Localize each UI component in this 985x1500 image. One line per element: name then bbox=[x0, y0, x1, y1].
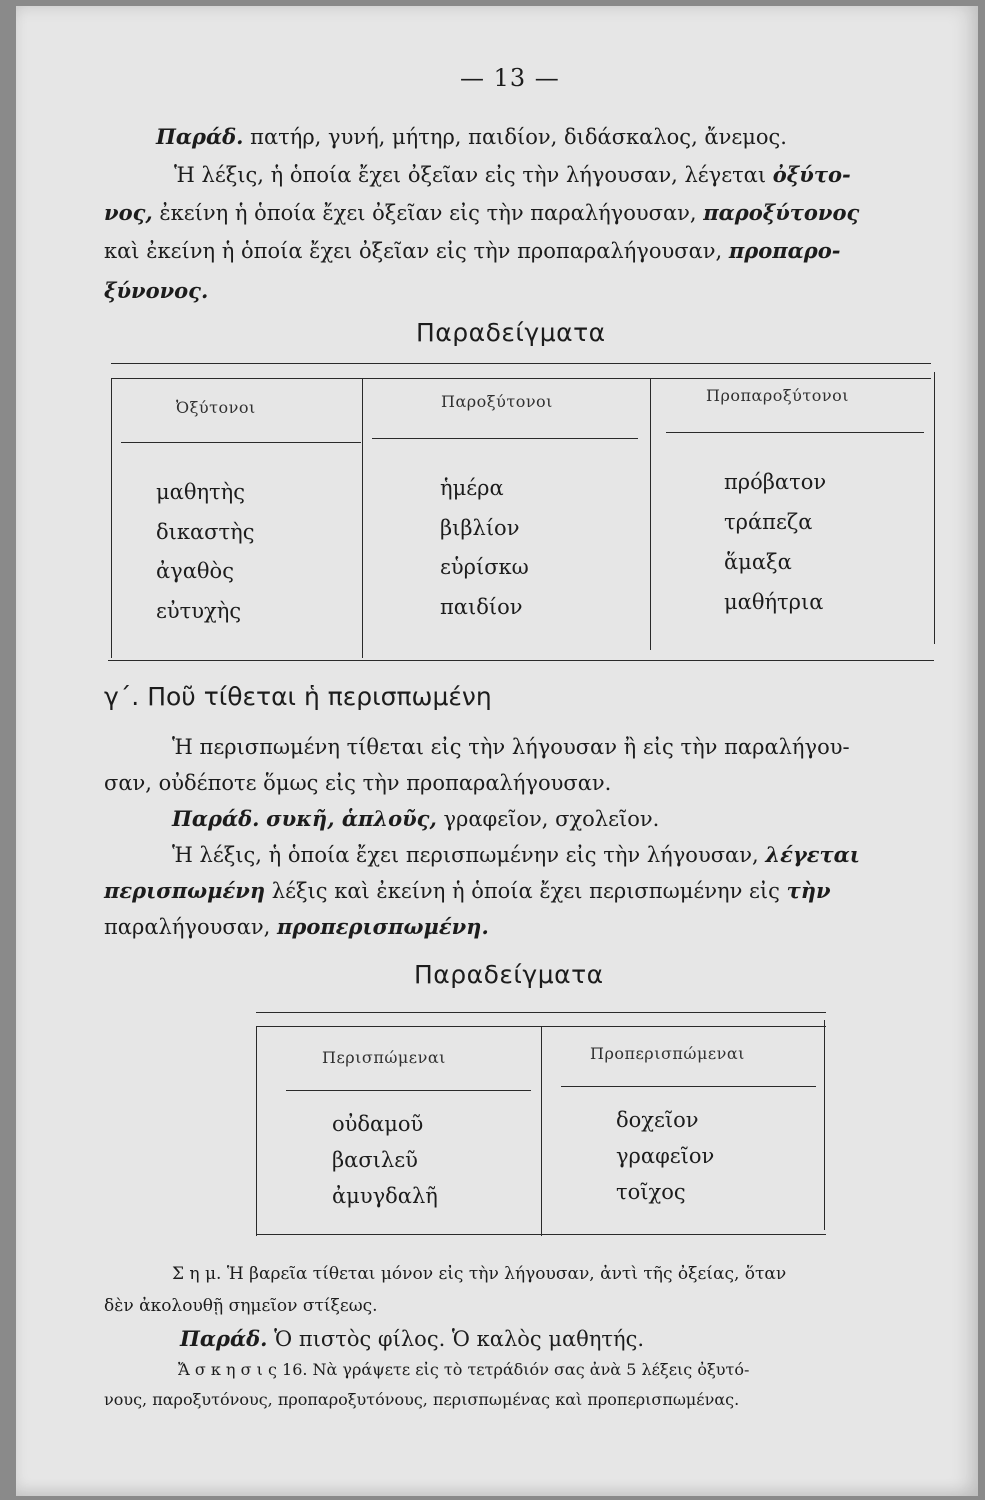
gamma-line-6 bbox=[104, 908, 489, 946]
term-oxytonos-end: νος, bbox=[104, 200, 153, 225]
table2-cell: οὐδαμοῦ bbox=[332, 1112, 424, 1136]
table1-cell: μαθήτρια bbox=[724, 590, 824, 614]
intro-line-2-text: ἐκείνη ἡ ὁποία ἔχει ὀξεῖαν εἰς τὴν παραλήγουσαν, bbox=[159, 201, 697, 225]
book-page bbox=[16, 6, 978, 1496]
term-proparoxytonos-end: ξύνονος. bbox=[104, 278, 209, 303]
table1-cell: εὐτυχὴς bbox=[156, 599, 242, 623]
example-words: γραφεῖον, σχολεῖον. bbox=[443, 807, 660, 831]
example-label: Παράδ. bbox=[156, 124, 244, 149]
table1-cell: μαθητὴς bbox=[156, 480, 246, 504]
note-line-2: δὲν ἀκολουθῇ σημεῖον στίξεως. bbox=[104, 1296, 378, 1316]
table1-header-proparoxytones: Προπαροξύτονοι bbox=[706, 386, 850, 405]
table1-cell: πρόβατον bbox=[724, 470, 827, 494]
gamma-line-5-text: λέξις καὶ ἐκείνη ἡ ὁποία ἔχει περισπωμένην εἰς bbox=[271, 879, 780, 903]
example-label: Παράδ. bbox=[180, 1326, 268, 1351]
table2-header-properispomenai: Προπερισπώμεναι bbox=[590, 1044, 745, 1063]
table2-cell: δοχεῖον bbox=[616, 1108, 699, 1132]
intro-line-3-text: καὶ ἐκείνη ἡ ὁποία ἔχει ὀξεῖαν εἰς τὴν προπαραλήγουσαν, bbox=[104, 239, 723, 263]
table1-cell: εὑρίσκω bbox=[440, 555, 529, 579]
example-bold-words: συκῆ, ἁπλοῦς, bbox=[266, 806, 437, 831]
section-gamma-heading: γ΄. Ποῦ τίθεται ἡ περισπωμένη bbox=[104, 682, 492, 711]
gamma-line-1: Ἡ περισπωμένη τίθεται εἰς τὴν λήγουσαν ἢ εἰς τὴν παραλήγου- bbox=[172, 735, 850, 759]
table2-cell: τοῖχος bbox=[616, 1180, 686, 1204]
note-line-1: Σ η μ. Ἡ βαρεῖα τίθεται μόνον εἰς τὴν λήγουσαν, ἀντὶ τῆς ὀξείας, ὅταν bbox=[172, 1264, 787, 1284]
intro-line-1-text: Ἡ λέξις, ἡ ὁποία ἔχει ὀξεῖαν εἰς τὴν λήγουσαν, λέγεται bbox=[174, 163, 767, 187]
exercise-line-2: νους, παροξυτόνους, προπαροξυτόνους, περισπωμένας καὶ προπερισπωμένας. bbox=[104, 1390, 740, 1409]
table1-cell: ἡμέρα bbox=[440, 476, 504, 500]
term-perispomeni: περισπωμένη bbox=[104, 878, 266, 903]
gamma-example-line bbox=[172, 800, 659, 838]
table2-cell: ἀμυγδαλῆ bbox=[332, 1184, 438, 1208]
gamma-line-2: σαν, οὐδέποτε ὅμως εἰς τὴν προπαραλήγουσαν. bbox=[104, 771, 612, 795]
gamma-line-5-end: τὴν bbox=[786, 878, 831, 903]
intro-line-1 bbox=[174, 156, 851, 194]
term-paroxytonos: παροξύτονος bbox=[703, 200, 860, 225]
table1-cell: βιβλίον bbox=[440, 516, 520, 540]
table1-cell: δικαστὴς bbox=[156, 520, 255, 544]
table1-header-paroxytones: Παροξύτονοι bbox=[441, 392, 553, 411]
intro-line-3 bbox=[104, 232, 840, 270]
table1-cell: ἀγαθὸς bbox=[156, 559, 234, 583]
gamma-line-5 bbox=[104, 872, 831, 910]
table2-cell: γραφεῖον bbox=[616, 1144, 715, 1168]
table1-header-oxytones: Ὀξύτονοι bbox=[176, 398, 256, 417]
gamma-line-4-term: λέγεται bbox=[765, 842, 860, 867]
term-oxytonos: ὀξύτο- bbox=[772, 162, 851, 187]
table1-cell: παιδίον bbox=[440, 595, 523, 619]
intro-line-2 bbox=[104, 194, 859, 232]
intro-line-4 bbox=[104, 272, 208, 310]
note-example-text: Ὁ πιστὸς φίλος. Ὁ καλὸς μαθητής. bbox=[274, 1327, 645, 1351]
table1-cell: ἅμαξα bbox=[724, 550, 792, 574]
gamma-line-6-text: παραλήγουσαν, bbox=[104, 915, 271, 939]
table2-cell: βασιλεῦ bbox=[332, 1148, 418, 1172]
table2-header-perispomenai: Περισπώμεναι bbox=[322, 1048, 446, 1067]
note-example-line bbox=[180, 1320, 644, 1358]
gamma-line-4 bbox=[172, 836, 860, 874]
exercise-line-1: Ἄ σ κ η σ ι ς 16. Νὰ γράψετε εἰς τὸ τετράδιόν σας ἀνὰ 5 λέξεις ὀξυτό- bbox=[178, 1360, 750, 1379]
page-number: — 13 — bbox=[460, 64, 560, 92]
term-proparoxytonos: προπαρο- bbox=[728, 238, 841, 263]
term-properispomeni: προπερισπωμένη. bbox=[277, 914, 489, 939]
examples-heading-2: Παραδείγματα bbox=[414, 960, 604, 989]
examples-heading-1: Παραδείγματα bbox=[416, 318, 606, 347]
example-words: πατήρ, γυνή, μήτηρ, παιδίον, διδάσκαλος, ἄνεμος. bbox=[250, 125, 787, 149]
gamma-line-4-text: Ἡ λέξις, ἡ ὁποία ἔχει περισπωμένην εἰς τὴν λήγουσαν, bbox=[172, 843, 759, 867]
example-label: Παράδ. bbox=[172, 806, 260, 831]
intro-example-line bbox=[156, 118, 787, 156]
table1-cell: τράπεζα bbox=[724, 510, 813, 534]
